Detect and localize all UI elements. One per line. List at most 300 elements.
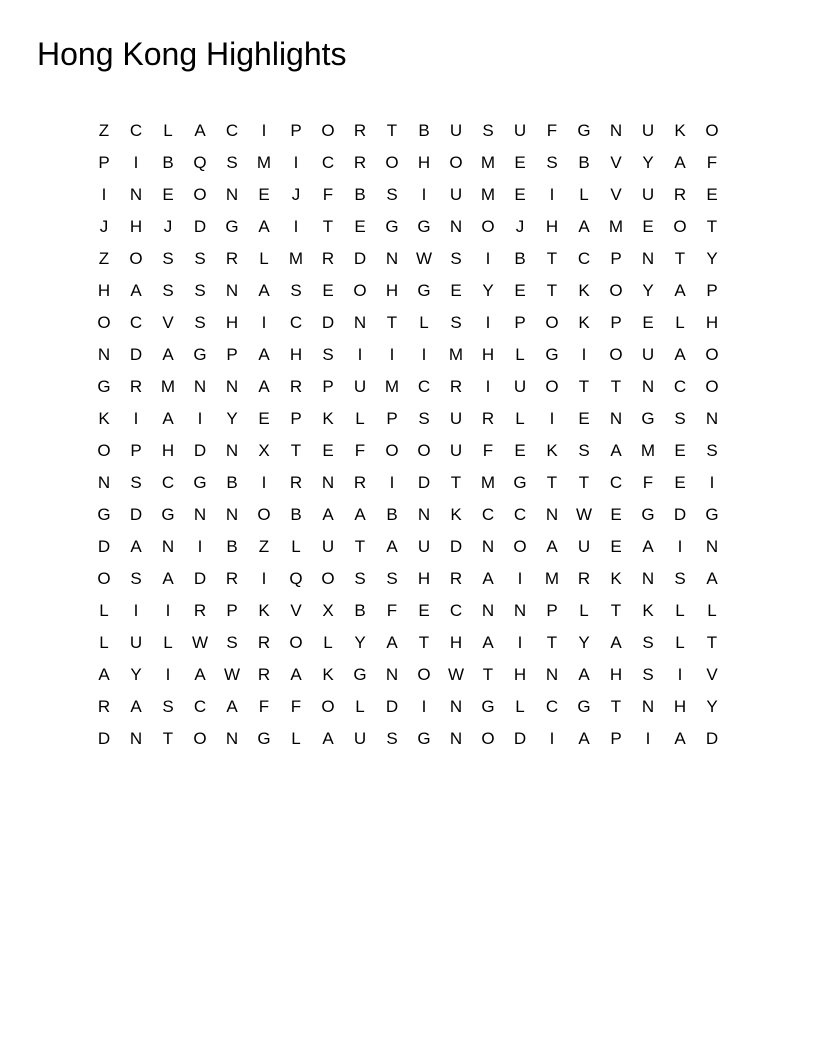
- grid-row: [88, 723, 728, 755]
- grid-letter: M: [480, 185, 496, 204]
- grid-letter: F: [642, 473, 654, 492]
- grid-letter: T: [450, 473, 462, 492]
- grid-letter: K: [98, 409, 110, 428]
- grid-letter: E: [258, 185, 270, 204]
- grid-letter: N: [449, 729, 463, 748]
- grid-letter: I: [549, 729, 555, 748]
- grid-letter: I: [165, 601, 171, 620]
- grid-letter: U: [353, 729, 367, 748]
- grid-letter: O: [545, 377, 559, 396]
- grid-letter: C: [129, 121, 143, 140]
- grid-letter: I: [485, 313, 491, 332]
- grid-letter: I: [485, 377, 491, 396]
- grid-letter: T: [578, 473, 590, 492]
- grid-letter: C: [609, 473, 623, 492]
- grid-letter: R: [193, 601, 207, 620]
- grid-letter: U: [513, 121, 527, 140]
- grid-letter: H: [481, 345, 495, 364]
- grid-letter: T: [706, 633, 718, 652]
- grid-letter: G: [225, 217, 239, 236]
- grid-letter: B: [290, 505, 302, 524]
- grid-letter: H: [513, 665, 527, 684]
- grid-row: [88, 563, 728, 595]
- grid-letter: T: [610, 697, 622, 716]
- grid-letter: A: [98, 665, 110, 684]
- grid-letter: F: [706, 153, 718, 172]
- grid-letter: H: [705, 313, 719, 332]
- grid-letter: W: [223, 665, 241, 684]
- grid-letter: G: [97, 505, 111, 524]
- grid-letter: B: [418, 121, 430, 140]
- grid-letter: D: [449, 537, 463, 556]
- grid-letter: V: [706, 665, 718, 684]
- grid-letter: D: [97, 729, 111, 748]
- grid-letter: I: [421, 697, 427, 716]
- grid-letter: D: [193, 569, 207, 588]
- grid-letter: Q: [193, 153, 207, 172]
- grid-letter: N: [481, 601, 495, 620]
- grid-letter: P: [514, 313, 526, 332]
- grid-letter: X: [258, 441, 270, 460]
- grid-row: [88, 211, 728, 243]
- grid-letter: I: [357, 345, 363, 364]
- grid-letter: M: [480, 153, 496, 172]
- grid-letter: I: [261, 313, 267, 332]
- grid-letter: E: [418, 601, 430, 620]
- grid-letter: M: [480, 473, 496, 492]
- grid-letter: H: [609, 665, 623, 684]
- grid-letter: I: [197, 537, 203, 556]
- grid-letter: C: [193, 697, 207, 716]
- grid-letter: S: [418, 409, 430, 428]
- grid-row: [88, 595, 728, 627]
- grid-letter: N: [97, 345, 111, 364]
- grid-letter: U: [641, 345, 655, 364]
- grid-letter: P: [386, 409, 398, 428]
- grid-row: [88, 275, 728, 307]
- grid-letter: M: [288, 249, 304, 268]
- grid-letter: C: [545, 697, 559, 716]
- grid-letter: R: [353, 153, 367, 172]
- grid-letter: F: [322, 185, 334, 204]
- grid-letter: L: [291, 537, 301, 556]
- grid-letter: S: [642, 665, 654, 684]
- grid-letter: L: [515, 697, 525, 716]
- grid-letter: S: [674, 569, 686, 588]
- grid-letter: H: [129, 217, 143, 236]
- grid-letter: T: [354, 537, 366, 556]
- grid-letter: I: [197, 409, 203, 428]
- grid-letter: A: [578, 665, 590, 684]
- grid-letter: A: [226, 697, 238, 716]
- grid-letter: S: [546, 153, 558, 172]
- grid-letter: I: [389, 473, 395, 492]
- grid-letter: C: [161, 473, 175, 492]
- grid-letter: N: [225, 505, 239, 524]
- grid-letter: A: [610, 441, 622, 460]
- grid-letter: I: [293, 217, 299, 236]
- grid-letter: U: [641, 121, 655, 140]
- grid-letter: I: [133, 153, 139, 172]
- grid-letter: A: [130, 697, 142, 716]
- grid-letter: F: [482, 441, 494, 460]
- grid-letter: W: [575, 505, 593, 524]
- grid-letter: P: [610, 313, 622, 332]
- grid-letter: C: [481, 505, 495, 524]
- grid-letter: N: [129, 729, 143, 748]
- grid-letter: I: [581, 345, 587, 364]
- grid-letter: G: [641, 409, 655, 428]
- grid-letter: O: [353, 281, 367, 300]
- grid-letter: L: [355, 409, 365, 428]
- grid-letter: E: [578, 409, 590, 428]
- grid-letter: U: [449, 441, 463, 460]
- grid-row: [88, 467, 728, 499]
- grid-letter: O: [705, 345, 719, 364]
- grid-letter: Y: [354, 633, 366, 652]
- grid-letter: E: [674, 473, 686, 492]
- grid-letter: B: [386, 505, 398, 524]
- grid-letter: D: [193, 217, 207, 236]
- grid-letter: D: [97, 537, 111, 556]
- grid-letter: G: [161, 505, 175, 524]
- grid-letter: T: [546, 473, 558, 492]
- grid-letter: A: [482, 633, 494, 652]
- grid-letter: S: [130, 569, 142, 588]
- grid-row: [88, 179, 728, 211]
- grid-letter: A: [610, 633, 622, 652]
- grid-letter: A: [162, 345, 174, 364]
- grid-letter: R: [225, 569, 239, 588]
- grid-letter: D: [385, 697, 399, 716]
- grid-letter: N: [193, 505, 207, 524]
- grid-letter: R: [353, 121, 367, 140]
- grid-letter: P: [98, 153, 110, 172]
- grid-letter: U: [417, 537, 431, 556]
- grid-letter: A: [130, 281, 142, 300]
- grid-letter: S: [226, 633, 238, 652]
- grid-letter: O: [385, 153, 399, 172]
- grid-letter: L: [707, 601, 717, 620]
- grid-letter: I: [485, 249, 491, 268]
- grid-letter: H: [545, 217, 559, 236]
- grid-letter: G: [257, 729, 271, 748]
- grid-letter: H: [385, 281, 399, 300]
- grid-letter: U: [449, 185, 463, 204]
- grid-letter: S: [578, 441, 590, 460]
- grid-letter: T: [386, 121, 398, 140]
- grid-letter: S: [162, 697, 174, 716]
- grid-letter: A: [578, 217, 590, 236]
- grid-letter: N: [641, 249, 655, 268]
- grid-letter: R: [225, 249, 239, 268]
- grid-letter: O: [193, 729, 207, 748]
- grid-letter: P: [322, 377, 334, 396]
- grid-letter: G: [705, 505, 719, 524]
- grid-letter: D: [513, 729, 527, 748]
- grid-letter: S: [194, 281, 206, 300]
- grid-letter: E: [706, 185, 718, 204]
- grid-letter: C: [417, 377, 431, 396]
- grid-letter: E: [514, 441, 526, 460]
- grid-letter: G: [193, 473, 207, 492]
- grid-letter: B: [514, 249, 526, 268]
- grid-letter: L: [291, 729, 301, 748]
- grid-letter: Z: [98, 121, 110, 140]
- grid-letter: E: [450, 281, 462, 300]
- grid-letter: M: [448, 345, 464, 364]
- grid-letter: R: [289, 377, 303, 396]
- grid-letter: L: [99, 601, 109, 620]
- grid-letter: N: [609, 121, 623, 140]
- grid-letter: R: [449, 569, 463, 588]
- grid-letter: O: [97, 441, 111, 460]
- grid-letter: N: [225, 281, 239, 300]
- grid-letter: U: [353, 377, 367, 396]
- grid-letter: Y: [578, 633, 590, 652]
- grid-letter: N: [641, 377, 655, 396]
- grid-letter: D: [129, 505, 143, 524]
- grid-letter: F: [258, 697, 270, 716]
- grid-letter: K: [450, 505, 462, 524]
- grid-letter: K: [322, 665, 334, 684]
- grid-letter: D: [417, 473, 431, 492]
- grid-letter: E: [610, 505, 622, 524]
- grid-letter: R: [449, 377, 463, 396]
- grid-letter: X: [322, 601, 334, 620]
- grid-letter: C: [449, 601, 463, 620]
- grid-letter: A: [322, 729, 334, 748]
- grid-letter: L: [675, 313, 685, 332]
- grid-letter: S: [354, 569, 366, 588]
- grid-letter: K: [578, 281, 590, 300]
- grid-letter: I: [389, 345, 395, 364]
- grid-letter: J: [291, 185, 301, 204]
- grid-letter: I: [421, 185, 427, 204]
- grid-letter: B: [226, 537, 238, 556]
- grid-letter: N: [481, 537, 495, 556]
- grid-letter: O: [609, 345, 623, 364]
- grid-letter: O: [481, 217, 495, 236]
- grid-letter: N: [97, 473, 111, 492]
- grid-letter: G: [193, 345, 207, 364]
- grid-letter: O: [513, 537, 527, 556]
- grid-letter: D: [353, 249, 367, 268]
- grid-letter: H: [673, 697, 687, 716]
- grid-letter: B: [354, 601, 366, 620]
- grid-letter: S: [226, 153, 238, 172]
- grid-letter: I: [677, 537, 683, 556]
- grid-letter: U: [321, 537, 335, 556]
- grid-letter: B: [578, 153, 590, 172]
- grid-letter: E: [674, 441, 686, 460]
- grid-letter: A: [354, 505, 366, 524]
- grid-letter: S: [162, 249, 174, 268]
- grid-letter: T: [482, 665, 494, 684]
- grid-letter: T: [546, 249, 558, 268]
- grid-letter: U: [449, 121, 463, 140]
- grid-letter: S: [194, 249, 206, 268]
- grid-letter: E: [610, 537, 622, 556]
- word-search-grid: [88, 115, 728, 755]
- grid-letter: N: [545, 665, 559, 684]
- grid-letter: O: [321, 121, 335, 140]
- grid-letter: L: [99, 633, 109, 652]
- grid-letter: E: [514, 153, 526, 172]
- grid-letter: A: [258, 377, 270, 396]
- grid-letter: N: [129, 185, 143, 204]
- grid-letter: E: [258, 409, 270, 428]
- grid-letter: O: [289, 633, 303, 652]
- grid-letter: N: [321, 473, 335, 492]
- grid-letter: F: [386, 601, 398, 620]
- grid-letter: D: [705, 729, 719, 748]
- grid-letter: V: [610, 153, 622, 172]
- grid-letter: L: [515, 345, 525, 364]
- grid-letter: W: [447, 665, 465, 684]
- grid-letter: L: [163, 633, 173, 652]
- grid-row: [88, 691, 728, 723]
- grid-letter: Y: [642, 153, 654, 172]
- grid-letter: N: [385, 249, 399, 268]
- grid-letter: N: [225, 185, 239, 204]
- grid-letter: A: [578, 729, 590, 748]
- grid-letter: Y: [642, 281, 654, 300]
- grid-letter: O: [545, 313, 559, 332]
- grid-letter: P: [130, 441, 142, 460]
- grid-letter: O: [705, 121, 719, 140]
- grid-letter: Q: [289, 569, 303, 588]
- grid-letter: C: [673, 377, 687, 396]
- grid-letter: C: [321, 153, 335, 172]
- grid-letter: C: [577, 249, 591, 268]
- grid-letter: G: [385, 217, 399, 236]
- grid-letter: G: [513, 473, 527, 492]
- grid-letter: A: [546, 537, 558, 556]
- grid-letter: R: [129, 377, 143, 396]
- grid-letter: K: [578, 313, 590, 332]
- grid-letter: I: [677, 665, 683, 684]
- grid-letter: G: [97, 377, 111, 396]
- grid-letter: I: [133, 409, 139, 428]
- grid-letter: N: [641, 569, 655, 588]
- grid-letter: G: [545, 345, 559, 364]
- grid-letter: S: [386, 185, 398, 204]
- grid-letter: M: [544, 569, 560, 588]
- grid-letter: B: [162, 153, 174, 172]
- grid-letter: I: [293, 153, 299, 172]
- grid-letter: G: [641, 505, 655, 524]
- grid-letter: A: [130, 537, 142, 556]
- grid-letter: O: [257, 505, 271, 524]
- grid-letter: E: [514, 185, 526, 204]
- grid-letter: O: [97, 569, 111, 588]
- grid-letter: L: [163, 121, 173, 140]
- grid-letter: D: [673, 505, 687, 524]
- grid-letter: T: [162, 729, 174, 748]
- grid-letter: C: [289, 313, 303, 332]
- grid-letter: M: [384, 377, 400, 396]
- grid-letter: O: [321, 697, 335, 716]
- grid-letter: I: [709, 473, 715, 492]
- grid-letter: R: [257, 665, 271, 684]
- grid-letter: I: [261, 121, 267, 140]
- grid-letter: S: [130, 473, 142, 492]
- grid-letter: V: [162, 313, 174, 332]
- grid-letter: L: [515, 409, 525, 428]
- grid-letter: P: [290, 121, 302, 140]
- grid-letter: U: [577, 537, 591, 556]
- grid-letter: A: [674, 281, 686, 300]
- grid-letter: I: [133, 601, 139, 620]
- grid-letter: P: [610, 729, 622, 748]
- grid-letter: T: [706, 217, 718, 236]
- grid-letter: N: [417, 505, 431, 524]
- grid-row: [88, 243, 728, 275]
- grid-letter: O: [609, 281, 623, 300]
- grid-letter: A: [674, 729, 686, 748]
- grid-letter: E: [162, 185, 174, 204]
- grid-letter: R: [257, 633, 271, 652]
- grid-letter: N: [449, 217, 463, 236]
- grid-letter: S: [322, 345, 334, 364]
- grid-letter: I: [261, 473, 267, 492]
- grid-letter: B: [226, 473, 238, 492]
- grid-letter: T: [546, 281, 558, 300]
- grid-row: [88, 307, 728, 339]
- grid-row: [88, 627, 728, 659]
- grid-letter: O: [417, 665, 431, 684]
- grid-letter: T: [610, 601, 622, 620]
- grid-letter: V: [290, 601, 302, 620]
- grid-letter: A: [258, 281, 270, 300]
- grid-letter: W: [191, 633, 209, 652]
- grid-letter: S: [450, 313, 462, 332]
- grid-letter: S: [450, 249, 462, 268]
- grid-letter: O: [673, 217, 687, 236]
- grid-letter: D: [129, 345, 143, 364]
- grid-row: [88, 435, 728, 467]
- grid-letter: F: [354, 441, 366, 460]
- grid-letter: S: [194, 313, 206, 332]
- grid-letter: T: [610, 377, 622, 396]
- grid-letter: S: [386, 569, 398, 588]
- grid-letter: P: [610, 249, 622, 268]
- grid-letter: J: [515, 217, 525, 236]
- grid-letter: A: [162, 409, 174, 428]
- grid-letter: T: [674, 249, 686, 268]
- grid-letter: O: [449, 153, 463, 172]
- grid-letter: N: [545, 505, 559, 524]
- grid-letter: A: [706, 569, 718, 588]
- grid-letter: K: [610, 569, 622, 588]
- grid-letter: I: [517, 633, 523, 652]
- grid-letter: C: [513, 505, 527, 524]
- grid-letter: O: [481, 729, 495, 748]
- grid-letter: A: [674, 345, 686, 364]
- grid-letter: L: [579, 601, 589, 620]
- grid-letter: M: [640, 441, 656, 460]
- grid-letter: A: [642, 537, 654, 556]
- grid-letter: H: [161, 441, 175, 460]
- grid-letter: A: [322, 505, 334, 524]
- grid-letter: N: [513, 601, 527, 620]
- grid-letter: I: [645, 729, 651, 748]
- grid-letter: A: [674, 153, 686, 172]
- grid-letter: S: [642, 633, 654, 652]
- grid-row: [88, 371, 728, 403]
- grid-letter: E: [322, 281, 334, 300]
